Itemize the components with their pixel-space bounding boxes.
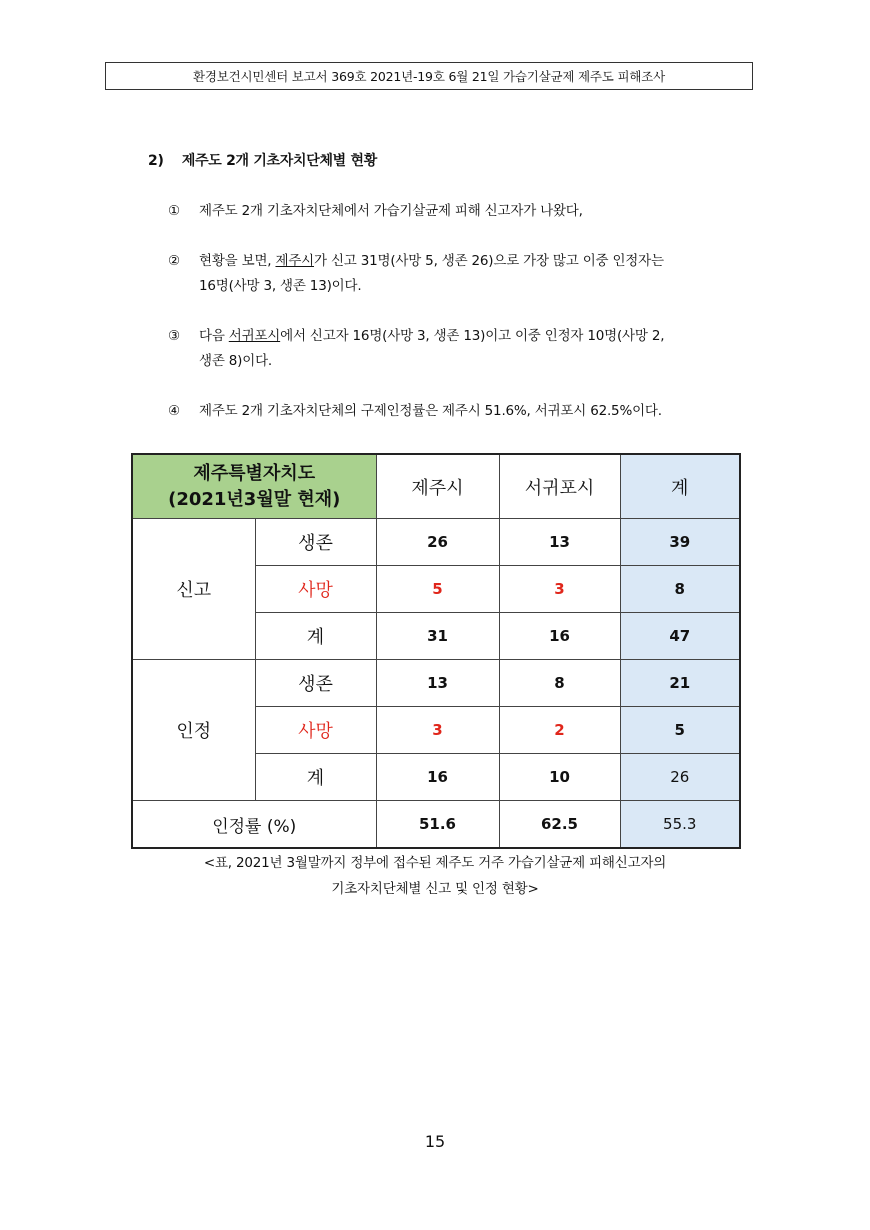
item-marker: ③ xyxy=(168,328,180,344)
section-number: 2) xyxy=(148,153,164,169)
cell-value: 16 xyxy=(376,754,499,801)
report-header-text: 환경보건시민센터 보고서 369호 2021년-19호 6월 21일 가습기살균제 제주도 피해조사 xyxy=(193,69,665,84)
item-text-post: 가 신고 31명(사망 5, 생존 26)으로 가장 많고 이중 인정자는 xyxy=(314,253,664,269)
col-header-seogwipo: 서귀포시 xyxy=(499,454,620,519)
cell-value: 3 xyxy=(376,707,499,754)
item-marker: ④ xyxy=(168,403,180,419)
table-header-row xyxy=(132,454,740,519)
cell-total: 8 xyxy=(620,566,740,613)
cell-value: 3 xyxy=(499,566,620,613)
item-text-post: 에서 신고자 16명(사망 3, 생존 13)이고 이중 인정자 10명(사망 2, xyxy=(280,328,665,344)
cell-value: 13 xyxy=(376,660,499,707)
item-text: 제주도 2개 기초자치단체에서 가습기살균제 피해 신고자가 나왔다, xyxy=(199,203,583,219)
section-title-text: 제주도 2개 기초자치단체별 현황 xyxy=(181,153,377,169)
cell-value: 10 xyxy=(499,754,620,801)
item-text-line2: 생존 8)이다. xyxy=(199,353,273,369)
row-label-rate: 인정률 (%) xyxy=(132,801,376,849)
item-text xyxy=(199,249,748,299)
cell-value: 26 xyxy=(376,519,499,566)
table-row-rate xyxy=(132,801,740,849)
cell-value: 16 xyxy=(499,613,620,660)
stats-table xyxy=(131,453,741,849)
stats-table-wrapper xyxy=(131,453,741,849)
item-text-pre: 현황을 보면, xyxy=(199,253,276,269)
list-item xyxy=(168,399,748,424)
cell-total: 47 xyxy=(620,613,740,660)
list-item xyxy=(168,199,748,224)
item-marker: ② xyxy=(168,253,180,269)
row-label-dead: 사망 xyxy=(255,707,376,754)
cell-value: 8 xyxy=(499,660,620,707)
cell-value: 2 xyxy=(499,707,620,754)
row-group-recognized: 인정 xyxy=(132,660,255,801)
table-corner-header xyxy=(132,454,376,519)
cell-total: 21 xyxy=(620,660,740,707)
row-label-alive: 생존 xyxy=(255,660,376,707)
item-text xyxy=(199,324,748,374)
cell-rate: 62.5 xyxy=(499,801,620,849)
cell-value: 13 xyxy=(499,519,620,566)
report-header xyxy=(105,62,753,90)
table-row xyxy=(132,660,740,707)
col-header-total: 계 xyxy=(620,454,740,519)
list-item xyxy=(168,324,748,374)
page-number: 15 xyxy=(424,1132,446,1151)
cell-rate-total: 55.3 xyxy=(620,801,740,849)
col-header-jeju: 제주시 xyxy=(376,454,499,519)
corner-line2: (2021년3월말 현재) xyxy=(168,488,341,510)
item-text-pre: 다음 xyxy=(199,328,229,344)
item-text-underlined: 서귀포시 xyxy=(228,328,281,344)
table-row xyxy=(132,519,740,566)
item-marker: ① xyxy=(168,203,180,219)
cell-total: 39 xyxy=(620,519,740,566)
row-group-report: 신고 xyxy=(132,519,255,660)
item-text-line2: 16명(사망 3, 생존 13)이다. xyxy=(199,278,362,294)
table-caption-line1: <표, 2021년 3월말까지 정부에 접수된 제주도 거주 가습기살균제 피해신고자의 xyxy=(203,855,667,871)
row-label-total: 계 xyxy=(255,613,376,660)
cell-rate: 51.6 xyxy=(376,801,499,849)
item-text: 제주도 2개 기초자치단체의 구제인정률은 제주시 51.6%, 서귀포시 62.5%이다. xyxy=(199,403,662,419)
cell-value: 5 xyxy=(376,566,499,613)
section-title xyxy=(148,150,377,170)
row-label-alive: 생존 xyxy=(255,519,376,566)
table-caption-line2: 기초자치단체별 신고 및 인정 현황> xyxy=(331,881,539,897)
corner-line1: 제주특별자치도 xyxy=(193,462,316,484)
cell-value: 31 xyxy=(376,613,499,660)
cell-total: 5 xyxy=(620,707,740,754)
row-label-total: 계 xyxy=(255,754,376,801)
item-text-underlined: 제주시 xyxy=(275,253,315,269)
cell-total: 26 xyxy=(620,754,740,801)
list-item xyxy=(168,249,748,299)
row-label-dead: 사망 xyxy=(255,566,376,613)
